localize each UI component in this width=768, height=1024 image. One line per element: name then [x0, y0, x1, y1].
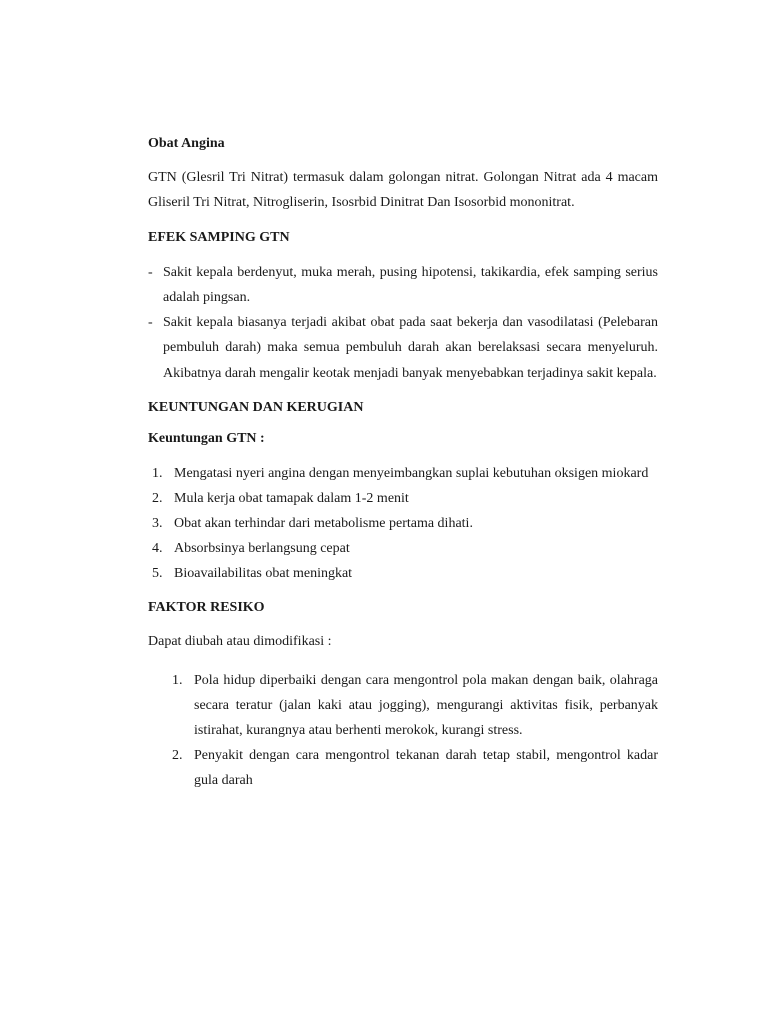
keuntungan-list — [148, 461, 658, 586]
document-page — [148, 136, 658, 793]
keuntungan-kerugian-heading: KEUNTUNGAN DAN KERUGIAN — [148, 400, 364, 416]
list-item — [148, 743, 658, 793]
list-marker: 4. — [152, 541, 163, 557]
keuntungan-gtn-subheading: Keuntungan GTN : — [148, 431, 265, 447]
list-item — [148, 461, 658, 486]
list-item-text: Sakit kepala berdenyut, muka merah, pusing hipotensi, takikardia, efek samping serius adalah pingsan. — [163, 264, 658, 305]
list-item — [148, 511, 658, 536]
faktor-resiko-list — [148, 668, 658, 793]
list-item-text: Sakit kepala biasanya terjadi akibat obat pada saat bekerja dan vasodilatasi (Pelebaran pembuluh darah) maka semua pembuluh darah akan berelaksasi secara menyeluruh. Akibatnya darah mengalir keotak menjadi banyak menyebabkan terjadinya sakit kepala. — [163, 315, 658, 381]
list-item — [148, 561, 658, 586]
list-item-text: Penyakit dengan cara mengontrol tekanan darah tetap stabil, mengontrol kadar gula darah — [194, 748, 658, 789]
list-item-text: Pola hidup diperbaiki dengan cara mengontrol pola makan dengan baik, olahraga secara teratur (jalan kaki atau jogging), mengurangi aktivitas fisik, perbanyak istirahat, kurangnya atau berhenti merokok, kurangi stress. — [194, 673, 658, 739]
efek-samping-heading: EFEK SAMPING GTN — [148, 229, 290, 245]
list-item — [148, 260, 658, 311]
document-title: Obat Angina — [148, 136, 225, 151]
list-marker: 1. — [152, 466, 163, 482]
list-item-text: Obat akan terhindar dari metabolisme pertama dihati. — [174, 516, 473, 532]
list-item — [148, 536, 658, 561]
faktor-lead-text: Dapat diubah atau dimodifikasi : — [148, 634, 332, 650]
list-item-text: Absorbsinya berlangsung cepat — [174, 541, 350, 557]
list-marker: 2. — [172, 748, 183, 764]
list-item-text: Bioavailabilitas obat meningkat — [174, 566, 353, 582]
intro-paragraph: GTN (Glesril Tri Nitrat) termasuk dalam golongan nitrat. Golongan Nitrat ada 4 macam Gliseril Tri Nitrat, Nitrogliserin, Isosrbid Dinitrat Dan Isosorbid mononitrat. — [148, 170, 658, 211]
list-item — [148, 486, 658, 511]
efek-samping-list — [148, 260, 658, 386]
list-marker: - — [148, 315, 153, 331]
faktor-resiko-heading: FAKTOR RESIKO — [148, 600, 265, 616]
list-marker: 5. — [152, 566, 163, 582]
list-item-text: Mengatasi nyeri angina dengan menyeimbangkan suplai kebutuhan oksigen miokard — [174, 466, 649, 482]
list-marker: 2. — [152, 491, 163, 507]
list-marker: 1. — [172, 673, 183, 689]
list-item — [148, 310, 658, 386]
list-item-text: Mula kerja obat tamapak dalam 1-2 menit — [174, 491, 409, 507]
list-item — [148, 668, 658, 743]
list-marker: - — [148, 264, 153, 280]
list-marker: 3. — [152, 516, 163, 532]
